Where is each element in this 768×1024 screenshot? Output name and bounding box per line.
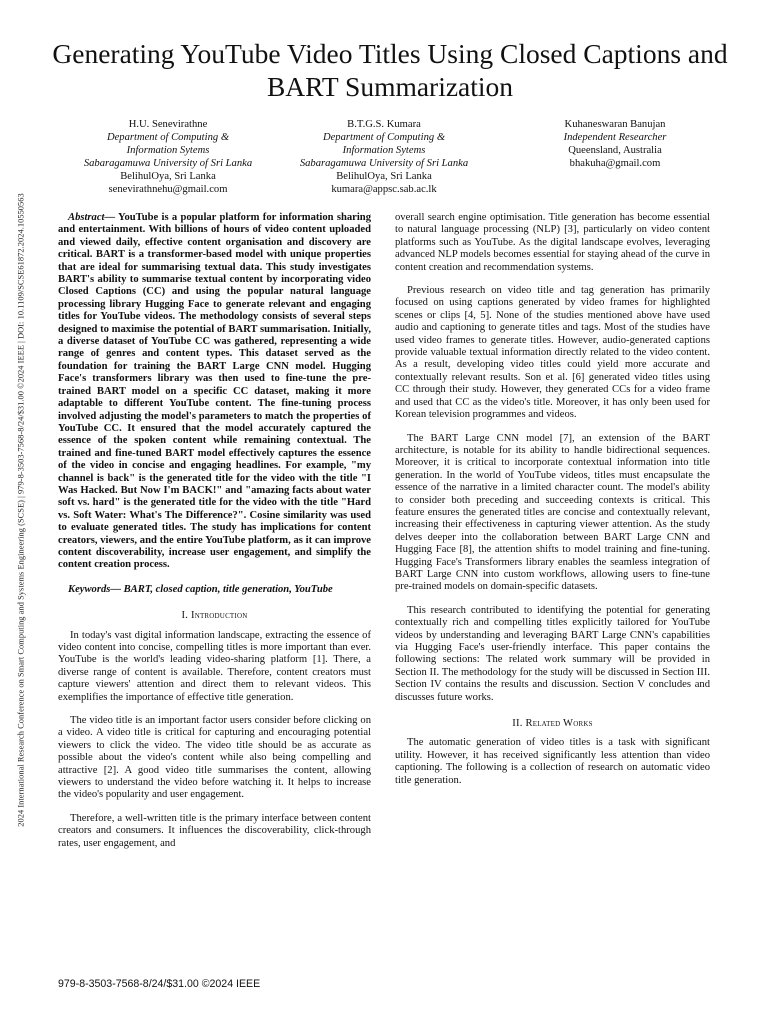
intro-paragraph: Previous research on video title and tag generation has primarily focused on using captions generated by video frames for highlighted scenes or clips [4, 5]. None of the studies mentioned above have used audio and captioning to generate titles and tags. Most of the studies have used video frames to generate titles. However, audio-generated captions provide valuable textual information directly related to the video content. As a result, developing video titles could yield more accurate and contextually relevant results. Son et al. [6] generated video titles using CC through their study. However, they generated CCs for a video frame and used that CC as the video's title. Moreover, it has only been used for Korean television programmes and videos. [395, 285, 710, 421]
keywords: Keywords— BART, closed caption, title generation, YouTube [68, 583, 333, 595]
author-institution: Sabaragamuwa University of Sri Lanka [299, 158, 469, 169]
author-location: BelihulOya, Sri Lanka [120, 171, 216, 182]
right-column [395, 212, 710, 798]
author-name: B.T.G.S. Kumara [347, 119, 421, 130]
intro-paragraph: The BART Large CNN model [7], an extension of the BART architecture, is notable for its ability to handle bidirectional sequences. Moreover, it is critical to incorporate contextual information into title generation. In the world of YouTube videos, titles must encapsulate the essence of the narrative in a limited character count. The model's ability to consider both preceding and succeeding contexts is critical. This feature ensures the generated titles are concise and contextually relevant, increasing their effectiveness in capturing viewer attention. As the study delves deeper into the collaboration between BART Large CNN and Hugging Face [8], the attention shifts to model training and fine-tuning. Hugging Face's Transformers library enables the seamless integration of BART Large CNN into custom workflows, allowing users to fine-tune pre-trained models on domain-specific datasets. [395, 432, 710, 593]
author-email[interactable]: senevirathnehu@gmail.com [108, 184, 228, 195]
author-location: Queensland, Australia [568, 145, 662, 156]
author-institution: Sabaragamuwa University of Sri Lanka [83, 158, 253, 169]
side-citation-text: 2024 International Research Conference on Smart Computing and Systems Engineering (SCSE) | 979-8-3503-7568-8/24/$31.00 ©2024 IEEE | DOI: 10.1109/SCSE61872.2024.10550563 [16, 193, 26, 827]
author-2 [284, 118, 484, 196]
author-email[interactable]: kumara@appsc.sab.ac.lk [331, 184, 437, 195]
section-heading-introduction: I. Introduction [181, 610, 248, 622]
page-footer-copyright: 979-8-3503-7568-8/24/$31.00 ©2024 IEEE [58, 978, 261, 990]
author-email[interactable]: bhakuha@gmail.com [569, 158, 661, 169]
left-column [58, 212, 371, 861]
author-department: Department of Computing & Information Sytems [106, 132, 230, 156]
author-department: Department of Computing & Information Sytems [322, 132, 446, 156]
author-affiliation: Independent Researcher [563, 132, 667, 143]
intro-paragraph: The video title is an important factor users consider before clicking on a video. A video title is critical for capturing and encouraging potential viewers to click the video. The video title should be as accurate as possible about the video's content while also being compelling and attractive [2]. A good video title summarises the content, allowing viewers to understand the video before watching it. It helps to increase the video's popularity and user engagement. [58, 715, 371, 801]
intro-paragraph-continued: overall search engine optimisation. Title generation has become essential to natural language processing (NLP) [3], particularly on video content platforms such as YouTube. As the digital landscape evolves, leveraging advanced NLP models becomes essential for staying ahead of the curve in content creation and recommendation systems. [395, 212, 710, 273]
paper-title: Generating YouTube Video Titles Using Closed Captions and BART Summarization [52, 38, 728, 102]
intro-paragraph: This research contributed to identifying the potential for generating contextually rich and compelling titles explicitly tailored for YouTube videos by understanding and leveraging BART Large CNN's capabilities via Hugging Face's user-friendly interface. This paper contains the following sections: The related work summary will be provided in Section II. The methodology for the study will be discussed in Section III. Section IV contains the results and discussion. Section V concludes and discusses future works. [395, 604, 710, 703]
author-3 [530, 118, 700, 170]
side-margin-citation [6, 150, 36, 870]
related-works-paragraph: The automatic generation of video titles is a task with significant utility. However, it has received significantly less attention than video captioning. The following is a collection of research on automatic video title generation. [395, 737, 710, 786]
abstract-text: YouTube is a popular platform for information sharing and entertainment. With billions of hours of video content uploaded and viewed daily, effective content organisation and discovery are critical. BART is a transformer-based model with unique properties that are ideal for summarising textual data. This study investigates BART's ability to summarise textual content by incorporating video Closed Captions (CC) and using the popular natural language processing library Hugging Face to generate relevant and engaging titles for YouTube videos. The methodology consists of several steps designed to maximise the potential of BART summarisation. Initially, a diverse dataset of YouTube CC was gathered, representing a wide range of genres and content types. This dataset served as the foundation for training the BART Large CNN model. Hugging Face's transformers library was then used to fine-tune the pre-trained BART model on a specific CC dataset, making it more adaptable to different YouTube content. The fine-tuning process involved adjusting the model's parameters to match the properties of YouTube CC. It ensured that the model accurately captured the essence of the spoken content while remaining contextual. The trained and fine-tuned BART model effectively captures the essence of the video in concise and engaging headlines. For example, "my channel is back" is the generated title for the video with the title "I Was Hacked. But Now I'm BACK!" and "amazing facts about water soft vs. hard" is the generated title for the video with the title "Hard vs. Soft Water: What's The Difference?". Cosine similarity was used to evaluate generated titles. The study has implications for content creators, viewers, and the entire YouTube platform, as it can improve content discoverability, increase user engagement, and simplify the content creation process. [58, 212, 371, 571]
author-location: BelihulOya, Sri Lanka [336, 171, 432, 182]
section-heading-related-works: II. Related Works [512, 718, 593, 730]
intro-paragraph: Therefore, a well-written title is the primary interface between content creators and consumers. It influences the discoverability, click-through rates, user engagement, and [58, 812, 371, 849]
author-1 [62, 118, 274, 196]
author-name: Kuhaneswaran Banujan [564, 119, 666, 130]
abstract-label: Abstract— [68, 212, 116, 223]
abstract [58, 212, 371, 572]
author-name: H.U. Senevirathne [128, 119, 208, 130]
intro-paragraph: In today's vast digital information landscape, extracting the essence of video content into concise, compelling titles is more important than ever. YouTube is the world's leading video-sharing platform [1]. There, a diverse range of content is available. Therefore, content creators must capture viewers' attention and direct them to relevant videos. This exemplifies the importance of effective title generation. [58, 629, 371, 703]
